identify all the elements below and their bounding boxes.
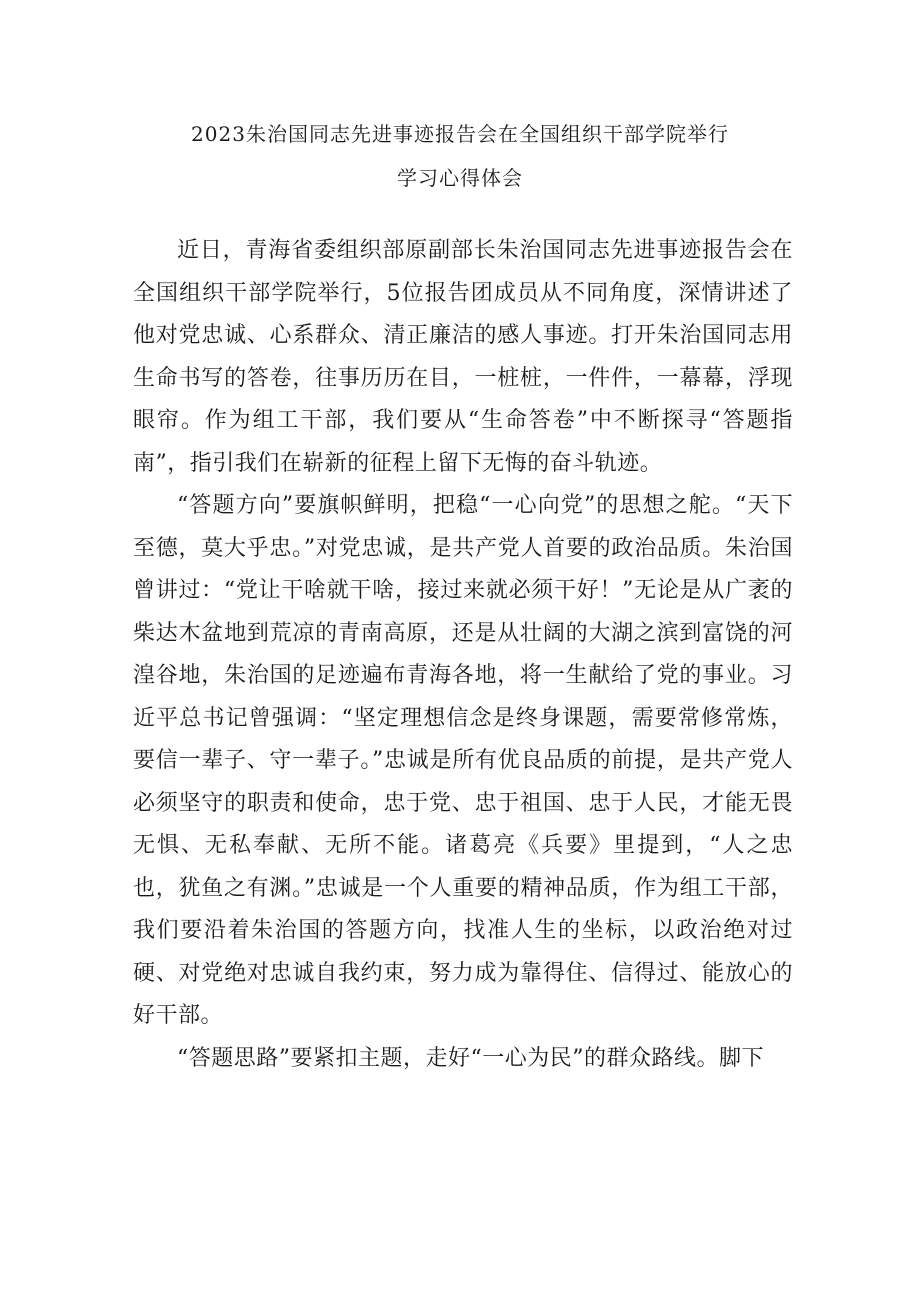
paragraph-intro: 近日，青海省委组织部原副部长朱治国同志先进事迹报告会在全国组织干部学院举行，5位报告团成员从不同角度，深情讲述了他对党忠诚、心系群众、清正廉洁的感人事迹。打开朱治国同志用生命书写的答卷，往事历历在目，一桩桩，一件件，一幕幕，浮现眼帘。作为组工干部，我们要从“生命答卷”中不断探寻“答题指南”，指引我们在崭新的征程上留下无悔的奋斗轨迹。 <box>133 238 793 476</box>
title-line-1: 2023朱治国同志先进事迹报告会在全国组织干部学院举行 <box>191 122 729 146</box>
paragraph-answer-direction: “答题方向”要旗帜鲜明，把稳“一心向党”的思想之舵。“天下至德，莫大乎忠。”对党忠诚，是共产党人首要的政治品质。朱治国曾讲过：“党让干啥就干啥，接过来就必须干好！”无论是从广袤的柴达木盆地到荒凉的青南高原，还是从壮阔的大湖之滨到富饶的河湟谷地，朱治国的足迹遍布青海各地，将一生献给了党的事业。习近平总书记曾强调：“坚定理想信念是终身课题，需要常修常炼，要信一辈子、守一辈子。”忠诚是所有优良品质的前提，是共产党人必须坚守的职责和使命，忠于党、忠于祖国、忠于人民，才能无畏无惧、无私奉献、无所不能。诸葛亮《兵要》里提到，“人之忠也，犹鱼之有渊。”忠诚是一个人重要的精神品质，作为组工干部，我们要沿着朱治国的答题方向，找准人生的坐标，以政治绝对过硬、对党绝对忠诚自我约束，努力成为靠得住、信得过、能放心的好干部。 <box>133 493 793 1028</box>
title-line-2: 学习心得体会 <box>397 166 523 190</box>
document-title <box>0 112 920 200</box>
paragraph-answer-approach: “答题思路”要紧扣主题，走好“一心为民”的群众路线。脚下 <box>177 1045 764 1071</box>
document-body <box>133 230 793 1080</box>
